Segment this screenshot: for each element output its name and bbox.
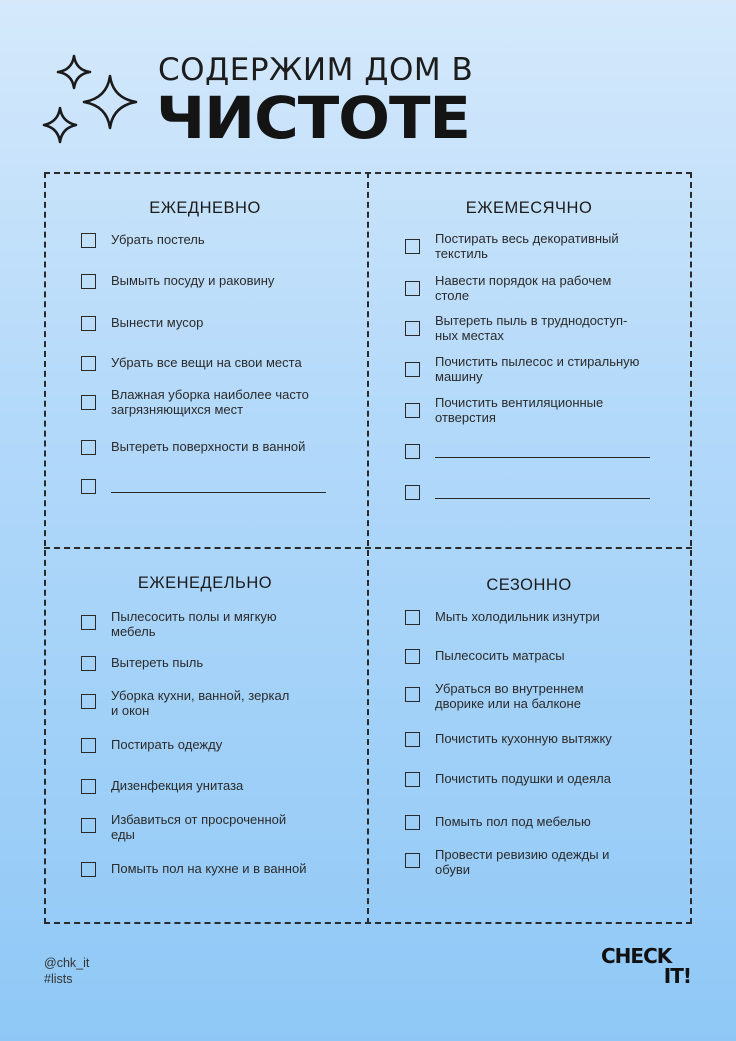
monthly-blank-item[interactable]: [405, 443, 665, 459]
weekly-item[interactable]: Пылесосить полы и мягкую мебель: [81, 609, 341, 639]
checkbox[interactable]: [405, 403, 420, 418]
social-handle: @chk_it: [44, 956, 90, 970]
daily-item[interactable]: Влажная уборка наиболее часто загрязняющихся мест: [81, 387, 341, 417]
daily-item[interactable]: Вытереть поверхности в ванной: [81, 439, 341, 455]
weekly-item[interactable]: Вытереть пыль: [81, 655, 341, 671]
daily-item[interactable]: Убрать все вещи на свои места: [81, 355, 341, 371]
seasonal-item[interactable]: Почистить подушки и одеяла: [405, 771, 665, 787]
checkbox[interactable]: [405, 732, 420, 747]
seasonal-item[interactable]: Пылесосить матрасы: [405, 648, 665, 664]
checkbox[interactable]: [405, 815, 420, 830]
grid-center-divider: [367, 172, 369, 924]
weekly-item[interactable]: Уборка кухни, ванной, зеркал и окон: [81, 688, 341, 718]
checkbox[interactable]: [405, 321, 420, 336]
weekly-item[interactable]: Избавиться от просроченной еды: [81, 812, 341, 842]
checkbox[interactable]: [405, 853, 420, 868]
hashtag: #lists: [44, 972, 73, 986]
checkbox[interactable]: [81, 738, 96, 753]
monthly-item[interactable]: Почистить пылесос и стиральную машину: [405, 354, 665, 384]
write-in-line[interactable]: [435, 498, 650, 499]
write-in-line[interactable]: [111, 492, 326, 493]
monthly-item[interactable]: Почистить вентиляционные отверстия: [405, 395, 665, 425]
checkbox[interactable]: [81, 656, 96, 671]
section-title-monthly: ЕЖЕМЕСЯЧНО: [465, 199, 593, 217]
weekly-item[interactable]: Помыть пол на кухне и в ванной: [81, 861, 341, 877]
write-in-line[interactable]: [435, 457, 650, 458]
logo-line1: CHECK: [601, 944, 672, 968]
weekly-item[interactable]: Дизенфекция унитаза: [81, 778, 341, 794]
checkbox[interactable]: [81, 395, 96, 410]
checkbox[interactable]: [405, 610, 420, 625]
checkbox[interactable]: [405, 485, 420, 500]
checkbox[interactable]: [81, 615, 96, 630]
checkbox[interactable]: [81, 779, 96, 794]
checkbox[interactable]: [405, 281, 420, 296]
checkbox[interactable]: [81, 356, 96, 371]
seasonal-item[interactable]: Помыть пол под мебелью: [405, 814, 665, 830]
monthly-item[interactable]: Навести порядок на рабочем столе: [405, 273, 665, 303]
monthly-blank-item[interactable]: [405, 484, 665, 500]
monthly-item[interactable]: Постирать весь декоративный текстиль: [405, 231, 665, 261]
grid-left-border: [44, 172, 46, 924]
checkbox[interactable]: [81, 862, 96, 877]
checkbox[interactable]: [405, 239, 420, 254]
section-title-daily: ЕЖЕДНЕВНО: [149, 199, 261, 217]
daily-item[interactable]: Вымыть посуду и раковину: [81, 273, 341, 289]
daily-item[interactable]: Убрать постель: [81, 232, 341, 248]
checkbox[interactable]: [81, 274, 96, 289]
checkbox[interactable]: [405, 772, 420, 787]
check-it-logo: [601, 946, 693, 986]
checkbox[interactable]: [81, 233, 96, 248]
sparkle-stars-icon: [40, 50, 145, 150]
title-line1: СОДЕРЖИМ ДОМ В: [158, 52, 474, 88]
seasonal-item[interactable]: Убраться во внутреннем дворике или на балконе: [405, 681, 665, 711]
weekly-item[interactable]: Постирать одежду: [81, 737, 341, 753]
checkbox[interactable]: [81, 316, 96, 331]
footer-handle: [44, 955, 89, 987]
checkbox[interactable]: [405, 687, 420, 702]
checkbox[interactable]: [81, 440, 96, 455]
logo-line2: IT!: [663, 964, 691, 988]
grid-right-border: [690, 172, 692, 924]
seasonal-item[interactable]: Почистить кухонную вытяжку: [405, 731, 665, 747]
seasonal-item[interactable]: Провести ревизию одежды и обуви: [405, 847, 665, 877]
checkbox[interactable]: [405, 444, 420, 459]
section-title-weekly: ЕЖЕНЕДЕЛЬНО: [137, 574, 273, 592]
daily-item[interactable]: Вынести мусор: [81, 315, 341, 331]
seasonal-item[interactable]: Мыть холодильник изнутри: [405, 609, 665, 625]
title-line2: ЧИСТОТЕ: [156, 84, 470, 152]
daily-blank-item[interactable]: [81, 478, 341, 494]
checkbox[interactable]: [81, 479, 96, 494]
checkbox[interactable]: [405, 362, 420, 377]
section-title-seasonal: СЕЗОННО: [486, 576, 572, 594]
monthly-item[interactable]: Вытереть пыль в труднодоступ- ных местах: [405, 313, 665, 343]
checkbox[interactable]: [81, 818, 96, 833]
checkbox[interactable]: [81, 694, 96, 709]
checkbox[interactable]: [405, 649, 420, 664]
